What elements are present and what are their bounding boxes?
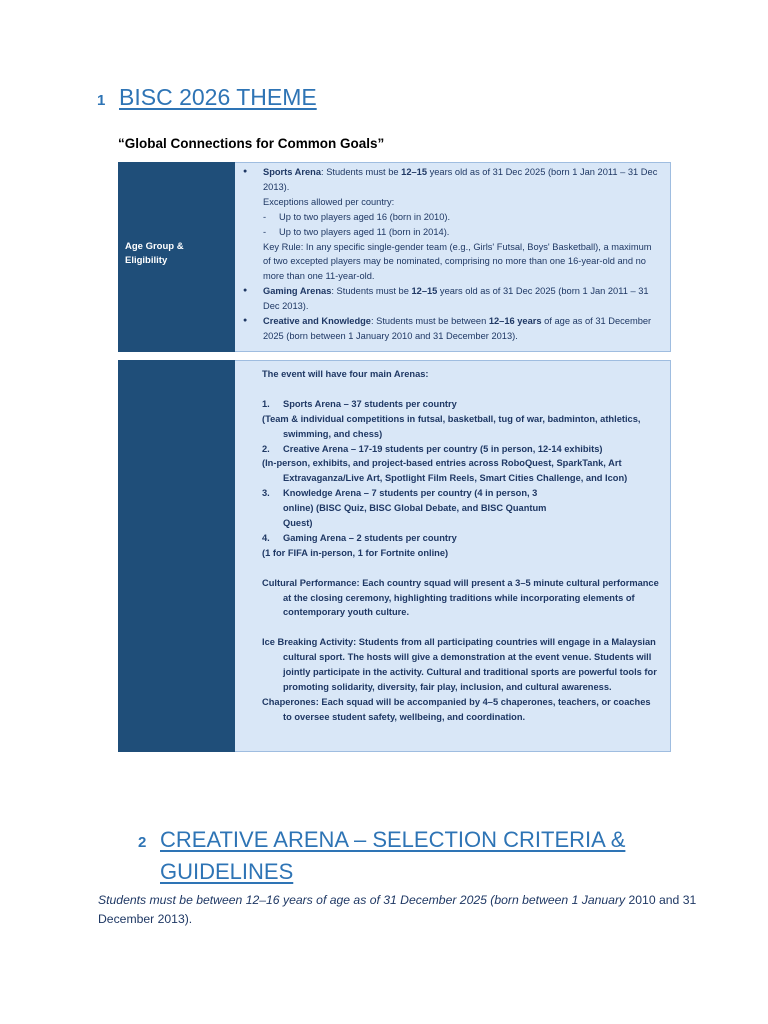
list-item: [262, 486, 660, 531]
text: : Students must be between: [370, 316, 489, 327]
age-range: 12–15: [411, 286, 438, 297]
text: of age as of 31 December 2025 (born between 1 January 2010 and 31 December 2013).: [263, 316, 652, 341]
text: : Students must be: [321, 167, 402, 177]
exception-item: - Up to two players aged 16 (born in 2010).: [263, 210, 660, 225]
age-range: 12–16 years: [488, 316, 542, 327]
title-line: CREATIVE ARENA – SELECTION CRITERIA &: [160, 827, 626, 852]
row-label: [118, 162, 235, 352]
note-italic: Students must be between 12–16 years of age as of 31 December 2025 (born between 1 January: [98, 893, 626, 907]
item-number: 1.: [262, 398, 270, 409]
section-title[interactable]: [160, 824, 625, 888]
exceptions-heading: Exceptions allowed per country:: [263, 196, 395, 207]
section-number: 2: [138, 834, 147, 851]
text: years old as of 31 Dec 2025 (born 1 Jan 2011 – 31 Dec 2013).: [263, 286, 649, 312]
item-description: (In-person, exhibits, and project-based entries across RoboQuest, SparkTank, Art Extravaganza/Live Art, Spotlight Film Reels, Smart Cities Challenge, and Icon): [262, 458, 628, 484]
item-text: Gaming Arena – 2 students per country: [283, 532, 457, 543]
list-item: [262, 531, 660, 546]
note-tail: 2010 and 31 December 2013).: [98, 893, 697, 926]
item-number: 2.: [262, 443, 270, 454]
item-text: Knowledge Arena – 7 students per country (4 in person, 3 online) (BISC Quiz, BISC Global Debate, and BISC Quantum Quest): [283, 488, 547, 529]
eligibility-note: [98, 891, 698, 929]
cultural-performance: Cultural Performance: Each country squad will present a 3–5 minute cultural performance at the closing ceremony, highlighting traditions while incorporating elements of contemporary youth culture.: [262, 577, 659, 618]
section-number: 1: [97, 92, 106, 109]
info-table: [118, 162, 671, 752]
item-text: Sports Arena – 37 students per country: [283, 398, 457, 409]
list-item: [262, 442, 660, 457]
row-content: [235, 360, 671, 752]
table-row: [118, 360, 671, 752]
text: : Students must be: [331, 286, 412, 297]
sports-arena-label: Sports Arena: [263, 167, 322, 177]
list-item: [263, 284, 660, 314]
title-line: GUIDELINES: [160, 859, 294, 884]
gaming-arena-label: Gaming Arenas: [263, 286, 332, 297]
row-content: [235, 162, 671, 352]
item-description: (1 for FIFA in-person, 1 for Fortnite online): [262, 547, 449, 558]
section-title[interactable]: BISC 2026 THEME: [119, 84, 317, 110]
table-row: [118, 162, 671, 352]
key-rule: Key Rule: In any specific single-gender team (e.g., Girls' Futsal, Boys' Basketball), a maximum of two excepted players may be nominated, comprising no more than one 16-year-old and no more than one 11-year-old.: [263, 241, 652, 282]
age-range: 12–15: [401, 167, 428, 177]
item-text: Creative Arena – 17-19 students per country (5 in person, 12-14 exhibits): [283, 443, 603, 454]
chaperones: Chaperones: Each squad will be accompanied by 4–5 chaperones, teachers, or coaches to oversee student safety, wellbeing, and coordination.: [262, 696, 651, 722]
section-2-heading: [138, 824, 625, 888]
section-1-heading: [97, 84, 317, 111]
creative-knowledge-label: Creative and Knowledge: [263, 316, 371, 327]
list-item: [263, 165, 660, 195]
exception-item: - Up to two players aged 11 (born in 2014).: [263, 225, 660, 240]
item-description: (Team & individual competitions in futsal, basketball, tug of war, badminton, athletics, swimming, and chess): [262, 413, 641, 439]
item-number: 4.: [262, 532, 270, 543]
list-item: [263, 314, 660, 344]
label-line: Age Group &: [125, 241, 184, 252]
list-item: [262, 397, 660, 412]
theme-title: “Global Connections for Common Goals”: [118, 136, 385, 151]
label-line: Eligibility: [125, 255, 168, 266]
row-label: [118, 360, 235, 752]
arenas-intro: The event will have four main Arenas:: [262, 369, 429, 379]
ice-breaking-activity: Ice Breaking Activity: Students from all participating countries will engage in a Malaysian cultural sport. The hosts will give a demonstration at the event venue. Students will jointly participate in the activity. Cultural and traditional sports are powerful tools for promoting solidarity, diversity, fair play, inclusion, and cultural awareness.: [262, 637, 657, 692]
item-number: 3.: [262, 488, 270, 499]
text: years old as of 31 Dec 2025 (born 1 Jan 2011 – 31 Dec 2013).: [263, 167, 658, 192]
